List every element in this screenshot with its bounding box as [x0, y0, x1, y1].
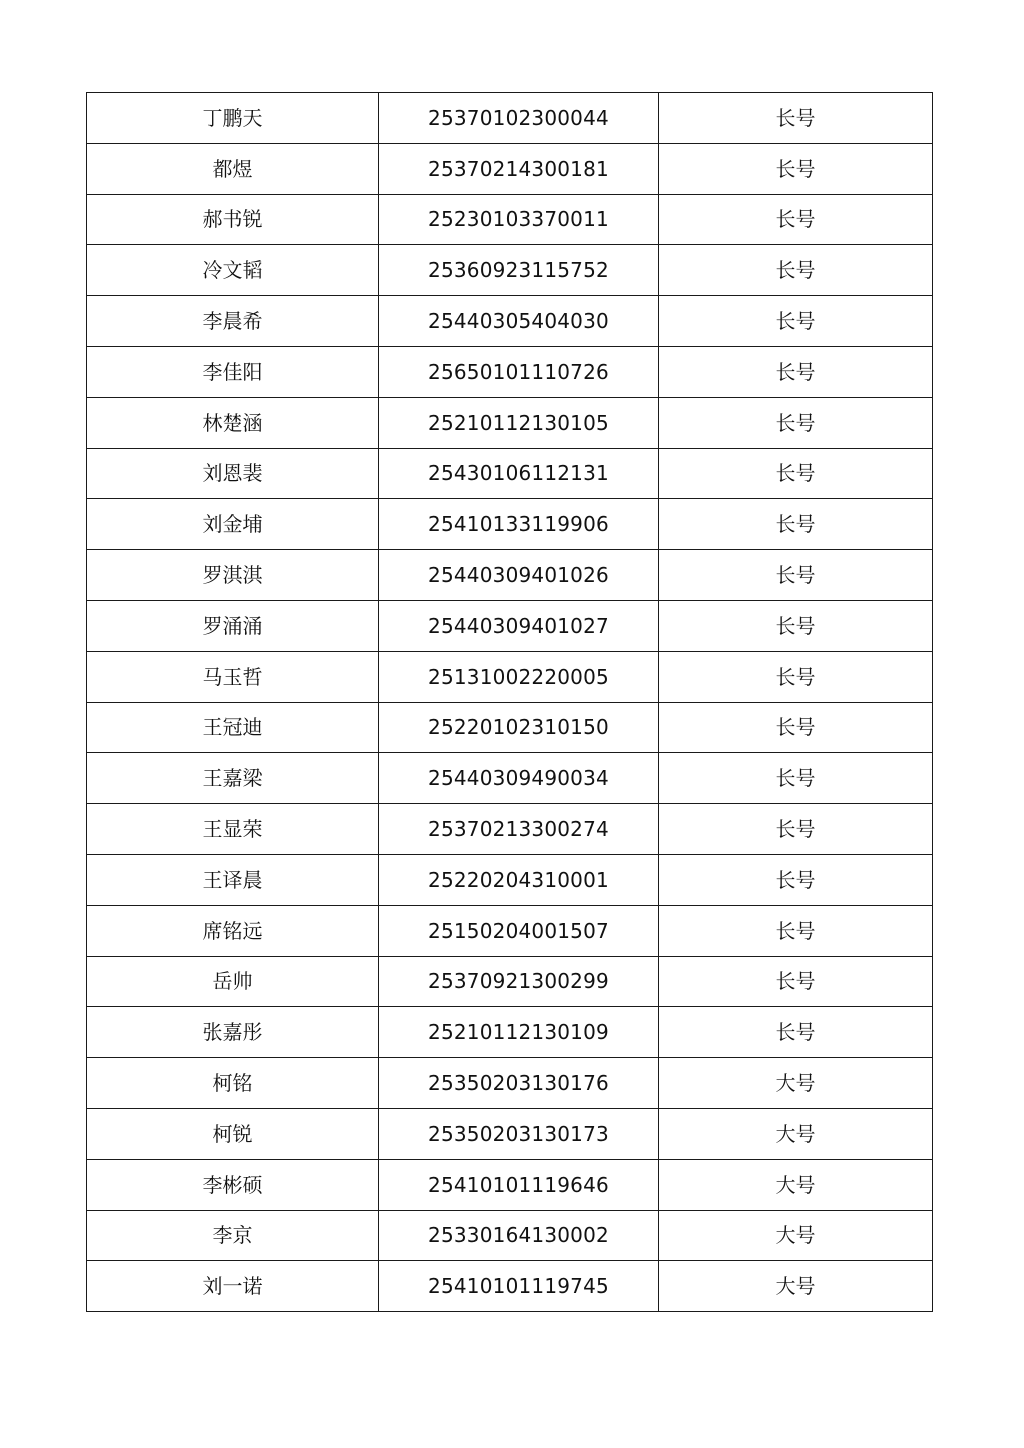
exam-number-cell: 25440309490034	[379, 753, 659, 804]
instrument-cell: 长号	[659, 346, 933, 397]
instrument-cell: 长号	[659, 550, 933, 601]
instrument-cell: 长号	[659, 499, 933, 550]
table-row	[87, 143, 933, 194]
instrument-cell: 长号	[659, 804, 933, 855]
exam-number-cell: 25370214300181	[379, 143, 659, 194]
table-row	[87, 93, 933, 144]
table-row	[87, 499, 933, 550]
student-name-cell: 李佳阳	[87, 346, 379, 397]
roster-table-container	[86, 92, 929, 1312]
table-row	[87, 1159, 933, 1210]
student-name-cell: 林楚涵	[87, 397, 379, 448]
table-row	[87, 753, 933, 804]
instrument-cell: 长号	[659, 753, 933, 804]
exam-number-cell: 25220204310001	[379, 854, 659, 905]
student-name-cell: 刘一诺	[87, 1261, 379, 1312]
instrument-cell: 长号	[659, 1007, 933, 1058]
exam-number-cell: 25131002220005	[379, 651, 659, 702]
table-row	[87, 905, 933, 956]
instrument-cell: 长号	[659, 93, 933, 144]
instrument-cell: 大号	[659, 1210, 933, 1261]
exam-number-cell: 25350203130176	[379, 1058, 659, 1109]
exam-number-cell: 25330164130002	[379, 1210, 659, 1261]
instrument-cell: 长号	[659, 194, 933, 245]
exam-number-cell: 25360923115752	[379, 245, 659, 296]
exam-number-cell: 25210112130109	[379, 1007, 659, 1058]
student-name-cell: 王冠迪	[87, 702, 379, 753]
instrument-cell: 长号	[659, 854, 933, 905]
exam-number-cell: 25210112130105	[379, 397, 659, 448]
roster-table	[86, 92, 933, 1312]
instrument-cell: 长号	[659, 245, 933, 296]
student-name-cell: 丁鹏天	[87, 93, 379, 144]
table-row	[87, 956, 933, 1007]
exam-number-cell: 25650101110726	[379, 346, 659, 397]
instrument-cell: 大号	[659, 1058, 933, 1109]
exam-number-cell: 25440309401027	[379, 600, 659, 651]
exam-number-cell: 25370921300299	[379, 956, 659, 1007]
instrument-cell: 大号	[659, 1108, 933, 1159]
table-row	[87, 1007, 933, 1058]
student-name-cell: 刘恩裴	[87, 448, 379, 499]
exam-number-cell: 25440305404030	[379, 296, 659, 347]
instrument-cell: 大号	[659, 1159, 933, 1210]
student-name-cell: 罗淇淇	[87, 550, 379, 601]
student-name-cell: 张嘉彤	[87, 1007, 379, 1058]
student-name-cell: 柯锐	[87, 1108, 379, 1159]
exam-number-cell: 25230103370011	[379, 194, 659, 245]
instrument-cell: 长号	[659, 651, 933, 702]
exam-number-cell: 25410101119745	[379, 1261, 659, 1312]
student-name-cell: 席铭远	[87, 905, 379, 956]
instrument-cell: 长号	[659, 702, 933, 753]
table-row	[87, 245, 933, 296]
instrument-cell: 长号	[659, 905, 933, 956]
table-row	[87, 550, 933, 601]
student-name-cell: 李晨希	[87, 296, 379, 347]
exam-number-cell: 25410101119646	[379, 1159, 659, 1210]
student-name-cell: 郝书锐	[87, 194, 379, 245]
table-row	[87, 702, 933, 753]
table-row	[87, 1108, 933, 1159]
instrument-cell: 大号	[659, 1261, 933, 1312]
table-row	[87, 1261, 933, 1312]
student-name-cell: 冷文韬	[87, 245, 379, 296]
table-row	[87, 448, 933, 499]
instrument-cell: 长号	[659, 448, 933, 499]
table-row	[87, 1058, 933, 1109]
exam-number-cell: 25150204001507	[379, 905, 659, 956]
exam-number-cell: 25370102300044	[379, 93, 659, 144]
instrument-cell: 长号	[659, 600, 933, 651]
exam-number-cell: 25220102310150	[379, 702, 659, 753]
table-row	[87, 804, 933, 855]
student-name-cell: 王译晨	[87, 854, 379, 905]
student-name-cell: 岳帅	[87, 956, 379, 1007]
roster-table-body	[87, 93, 933, 1312]
instrument-cell: 长号	[659, 296, 933, 347]
table-row	[87, 600, 933, 651]
table-row	[87, 346, 933, 397]
table-row	[87, 1210, 933, 1261]
exam-number-cell: 25440309401026	[379, 550, 659, 601]
exam-number-cell: 25350203130173	[379, 1108, 659, 1159]
student-name-cell: 李京	[87, 1210, 379, 1261]
student-name-cell: 罗涌涌	[87, 600, 379, 651]
exam-number-cell: 25410133119906	[379, 499, 659, 550]
student-name-cell: 刘金埔	[87, 499, 379, 550]
table-row	[87, 296, 933, 347]
instrument-cell: 长号	[659, 397, 933, 448]
table-row	[87, 854, 933, 905]
instrument-cell: 长号	[659, 956, 933, 1007]
instrument-cell: 长号	[659, 143, 933, 194]
table-row	[87, 397, 933, 448]
student-name-cell: 王显荣	[87, 804, 379, 855]
exam-number-cell: 25430106112131	[379, 448, 659, 499]
student-name-cell: 马玉哲	[87, 651, 379, 702]
table-row	[87, 651, 933, 702]
student-name-cell: 李彬硕	[87, 1159, 379, 1210]
table-row	[87, 194, 933, 245]
student-name-cell: 王嘉梁	[87, 753, 379, 804]
student-name-cell: 柯铭	[87, 1058, 379, 1109]
student-name-cell: 都煜	[87, 143, 379, 194]
exam-number-cell: 25370213300274	[379, 804, 659, 855]
